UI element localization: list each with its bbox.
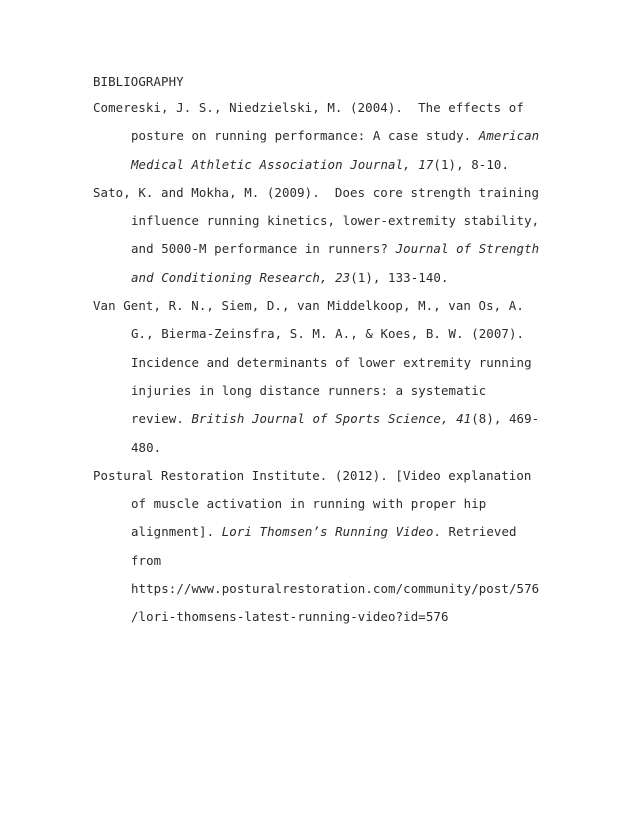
text-run: Postural Restoration Institute. (2012). [Video explanation: [93, 467, 532, 483]
bibliography-entry: [93, 179, 553, 292]
italic-text: Journal of Strength: [395, 241, 540, 257]
entry-line: [93, 518, 553, 546]
bibliography-entry: [93, 462, 553, 632]
entry-line: [93, 405, 553, 433]
italic-text: Medical Athletic Association Journal, 17: [131, 156, 434, 172]
entry-line: [93, 575, 553, 603]
entry-line: [93, 122, 553, 150]
text-run: influence running kinetics, lower-extremity stability,: [131, 213, 540, 229]
entry-line: [93, 179, 553, 207]
entry-line: [93, 349, 553, 377]
bibliography-list: [93, 94, 553, 632]
text-run: of muscle activation in running with proper hip: [131, 496, 487, 512]
bibliography-entry: [93, 292, 553, 462]
text-run: https://www.posturalrestoration.com/community/post/576: [131, 581, 540, 597]
entry-line: [93, 292, 553, 320]
entry-line: [93, 434, 553, 462]
italic-text: Lori Thomsen’s Running Video: [221, 524, 434, 540]
entry-line: [93, 490, 553, 518]
italic-text: American: [478, 128, 540, 144]
entry-line: [93, 547, 553, 575]
text-run: Sato, K. and Mokha, M. (2009). Does core strength training: [93, 184, 540, 200]
italic-text: and Conditioning Research, 23: [131, 269, 351, 285]
text-run: and 5000-M performance in runners?: [131, 241, 396, 257]
text-run: Incidence and determinants of lower extremity running: [131, 354, 532, 370]
text-run: review.: [131, 411, 192, 427]
text-run: injuries in long distance runners: a systematic: [131, 382, 487, 398]
text-run: . Retrieved: [433, 524, 517, 540]
entry-line: [93, 377, 553, 405]
text-run: (1), 8-10.: [433, 156, 510, 172]
text-run: 480.: [131, 439, 162, 455]
text-run: Comereski, J. S., Niedzielski, M. (2004). The effects of: [93, 100, 524, 115]
bibliography-heading: BIBLIOGRAPHY: [93, 74, 184, 89]
text-run: (1), 133-140.: [350, 269, 449, 285]
entry-line: [93, 320, 553, 348]
entry-line: [93, 603, 553, 631]
entry-line: [93, 94, 553, 122]
entry-line: [93, 235, 553, 263]
text-run: /lori-thomsens-latest-running-video?id=576: [131, 609, 449, 625]
entry-line: [93, 264, 553, 292]
entry-line: [93, 462, 553, 490]
text-run: Van Gent, R. N., Siem, D., van Middelkoop, M., van Os, A.: [93, 298, 524, 314]
bibliography-entry: [93, 94, 553, 179]
text-run: from: [131, 552, 162, 568]
text-run: G., Bierma-Zeinsfra, S. M. A., & Koes, B. W. (2007).: [131, 326, 525, 342]
italic-text: British Journal of Sports Science, 41: [191, 411, 472, 427]
entry-line: [93, 151, 553, 179]
entry-line: [93, 207, 553, 235]
text-run: alignment].: [131, 524, 222, 540]
text-run: (8), 469-: [471, 411, 540, 427]
text-run: posture on running performance: A case study.: [131, 128, 479, 144]
